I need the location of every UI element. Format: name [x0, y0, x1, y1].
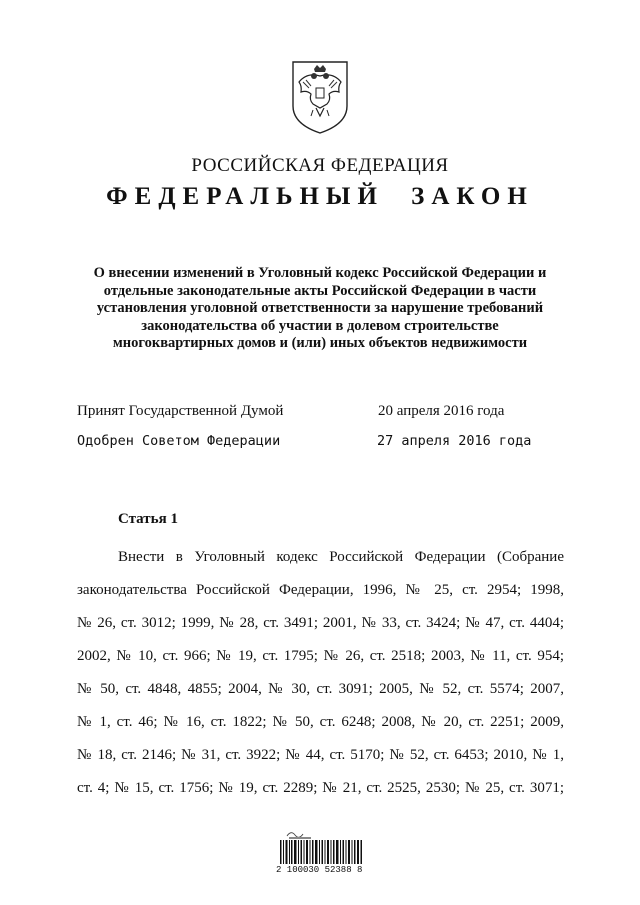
council-approval-label: Одобрен Советом Федерации	[77, 433, 281, 449]
law-title-line: законодательства об участии в долевом строительстве	[141, 317, 499, 334]
law-title	[70, 265, 570, 353]
article-text-line: № 50, ст. 4848, 4855; 2004, № 30, ст. 3091; 2005, № 52, ст. 5574; 2007,	[77, 681, 564, 697]
article-text-line: № 18, ст. 2146; № 31, ст. 3922; № 44, ст. 5170; № 52, ст. 6453; 2010, № 1,	[77, 747, 564, 763]
article-text-line: ст. 4; № 15, ст. 1756; № 19, ст. 2289; № 21, ст. 2525, 2530; № 25, ст. 3071;	[77, 780, 564, 796]
law-title-line: установления уголовной ответственности за нарушение требований	[96, 300, 544, 316]
barcode-number: 2 100030 52388 8	[276, 865, 363, 875]
country-name: РОССИЙСКАЯ ФЕДЕРАЦИЯ	[191, 155, 449, 176]
duma-adoption-date: 20 апреля 2016 года	[378, 403, 505, 419]
article-text-line: № 26, ст. 3012; 1999, № 28, ст. 3491; 2001, № 33, ст. 3424; № 47, ст. 4404;	[77, 615, 564, 631]
law-title-line: многоквартирных домов и (или) иных объектов недвижимости	[112, 335, 528, 351]
article-text-line: Внести в Уголовный кодекс Российской Федерации (Собрание	[118, 549, 564, 565]
duma-adoption-label: Принят Государственной Думой	[77, 403, 284, 419]
law-title-line: О внесении изменений в Уголовный кодекс Российской Федерации и	[93, 265, 547, 281]
barcode-icon	[280, 840, 362, 864]
document-type: ФЕДЕРАЛЬНЫЙ ЗАКОН	[106, 183, 534, 210]
article-text-line: № 1, ст. 46; № 16, ст. 1822; № 50, ст. 6248; 2008, № 20, ст. 2251; 2009,	[77, 714, 564, 730]
law-title-line: отдельные законодательные акты Российской Федерации в части	[103, 282, 537, 299]
article-text-line: 2002, № 10, ст. 966; № 19, ст. 1795; № 26, ст. 2518; 2003, № 11, ст. 954;	[77, 648, 564, 664]
article-heading: Статья 1	[118, 511, 178, 527]
article-text-line: законодательства Российской Федерации, 1996, № 25, ст. 2954; 1998,	[77, 582, 564, 598]
council-approval-date: 27 апреля 2016 года	[377, 433, 532, 449]
coat-of-arms-emblem-icon	[289, 58, 351, 136]
registration-stamp-icon	[285, 827, 315, 839]
